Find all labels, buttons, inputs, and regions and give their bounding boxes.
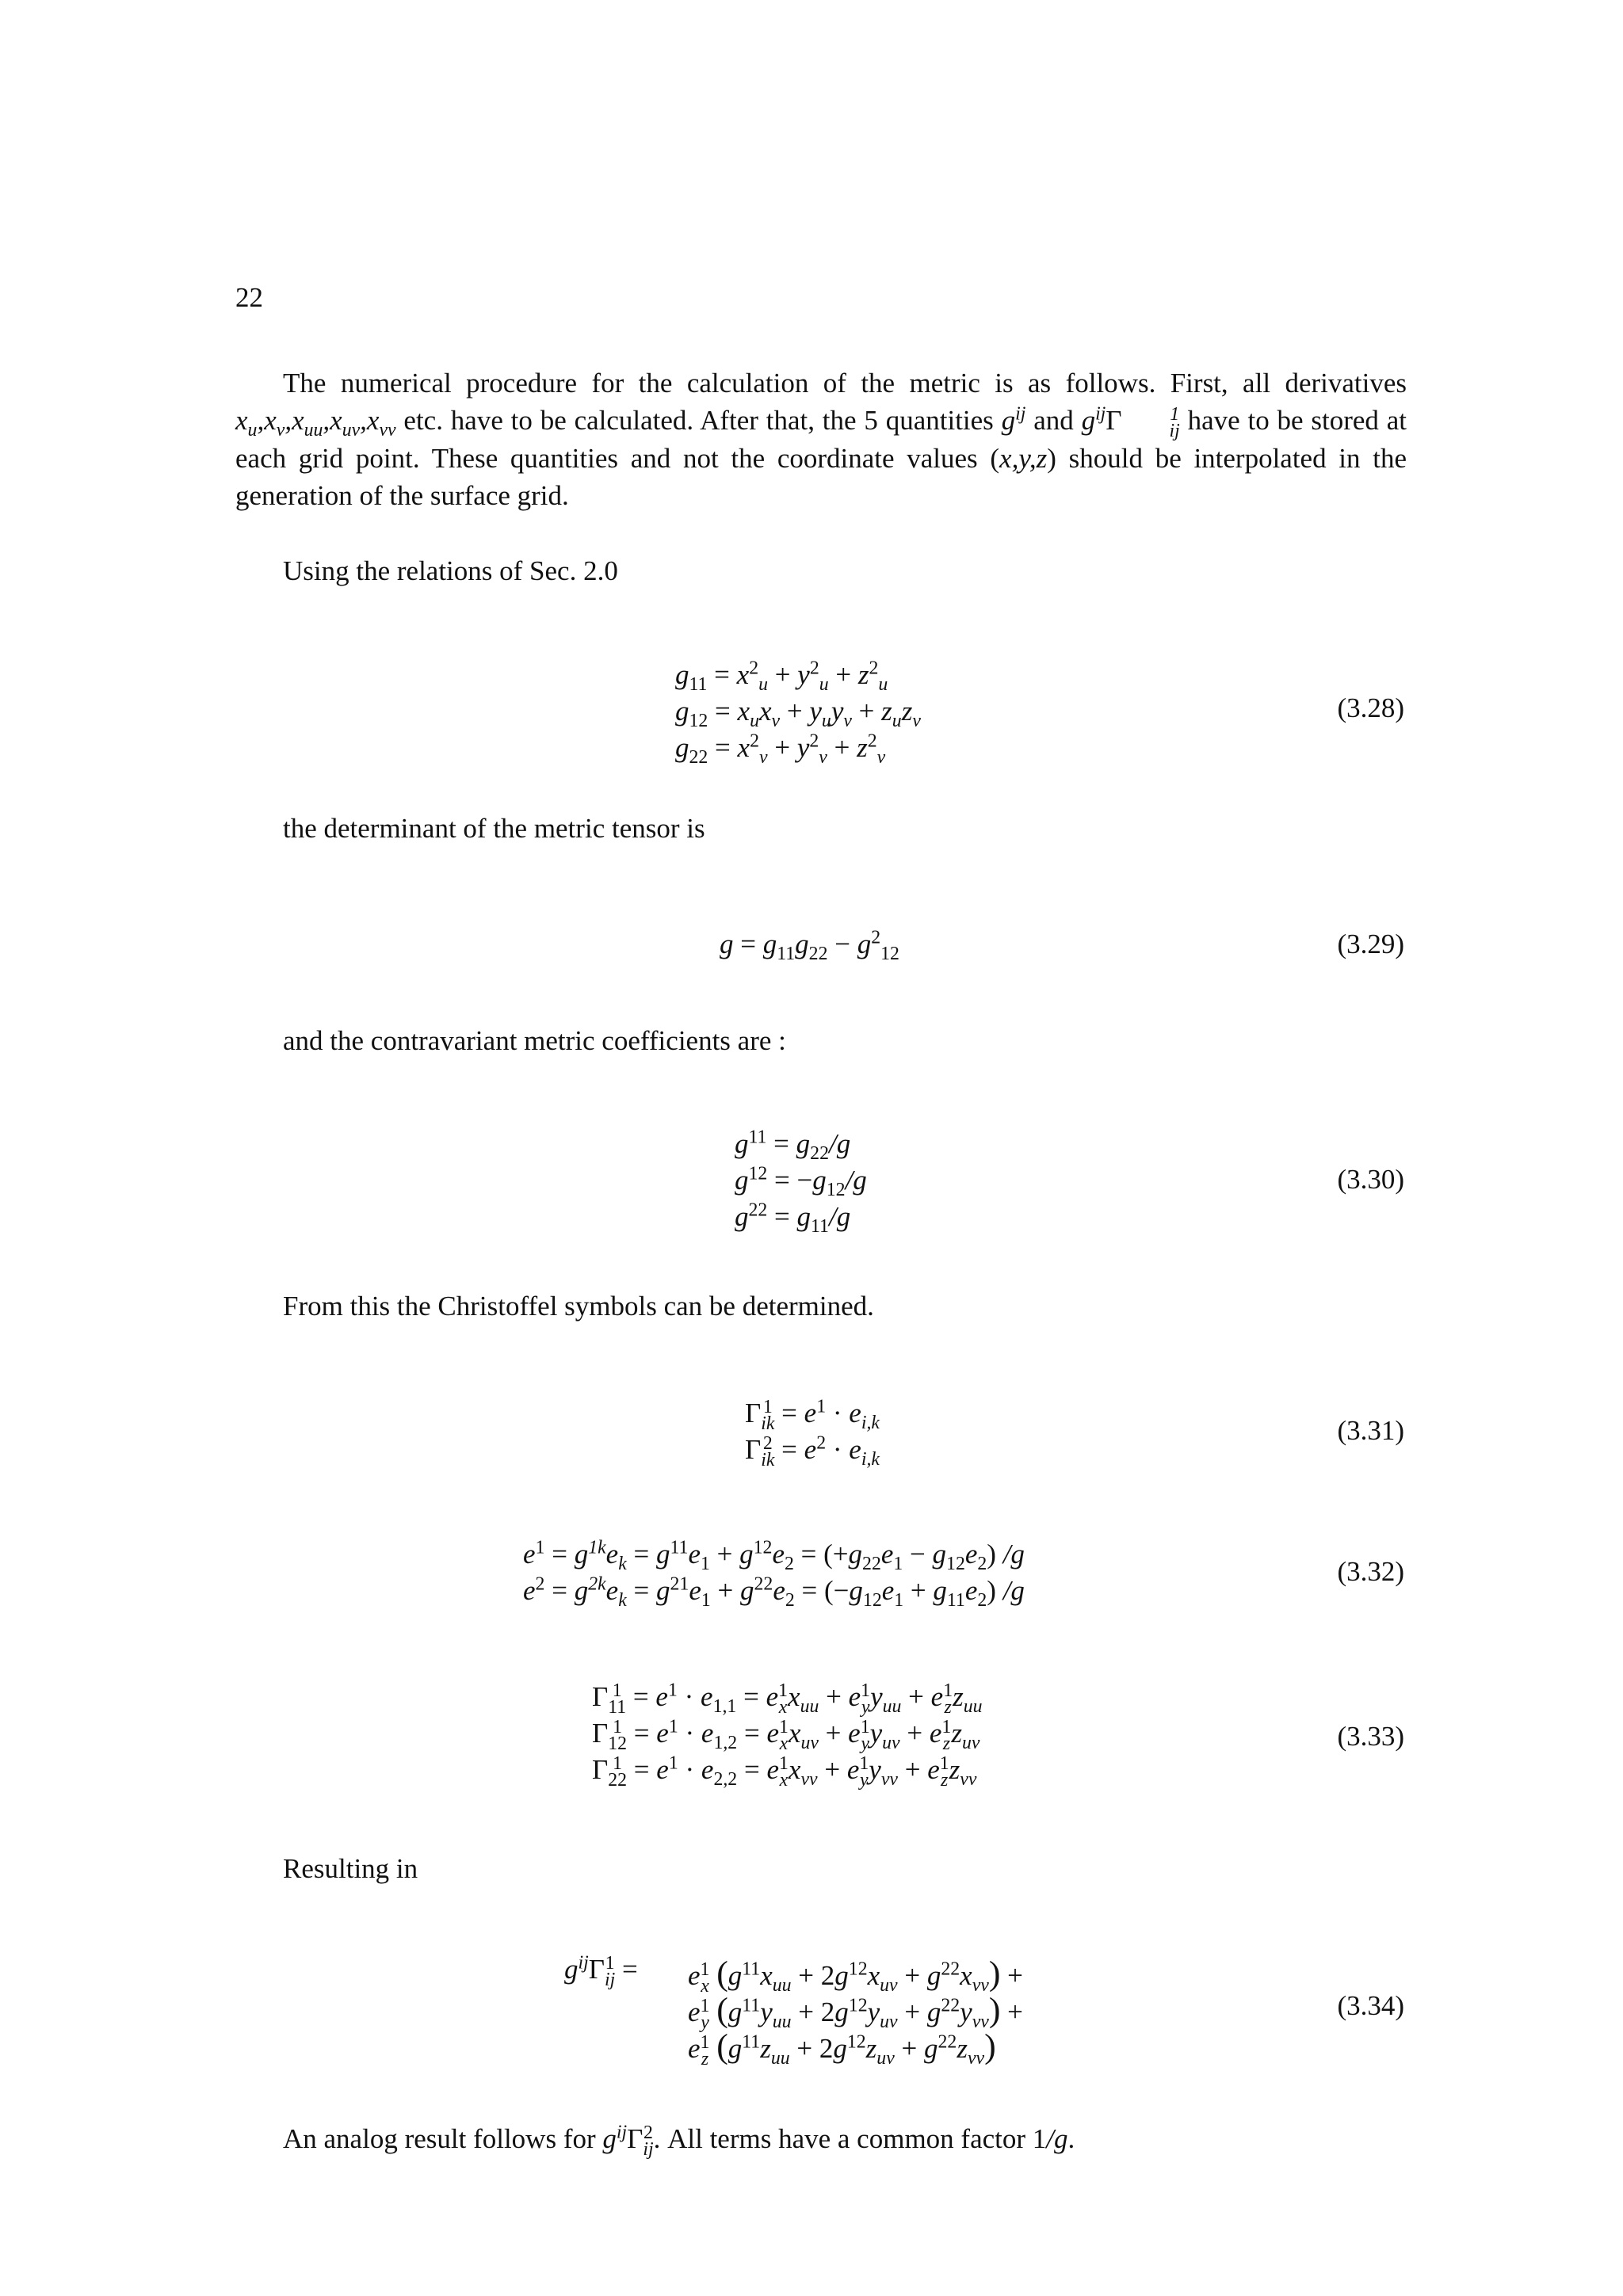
intro-text-5: should be interpolated in the generation of the surface grid. bbox=[235, 443, 1407, 512]
equation-3-32: $e^1 = g^{1k}e_k = g^{11}e_1 + g^{12}e_2 = (+g_{22}e_1 - g_{12}e_2)$ /g $e^2 = g^{2k}e_k = g^{21}e_1 + g^{22}e_2 = (-g_{12}e_1 + g_{11}e_2)$ /g bbox=[523, 1537, 1025, 1611]
equation-3-28: $g_{11} = x^2_u + y^2_u + z^2_u$ $g_{12} = x_ux_v + y_uy_v + z_uz_v$ $g_{22} = x^2_v + y^2_v + z^2_v$ bbox=[675, 658, 921, 768]
intro-text-2: etc. have to be calculated. After that, the 5 quantities bbox=[403, 405, 994, 436]
equation-number-3-33: (3.33) bbox=[1337, 1721, 1404, 1752]
equation-number-3-34: (3.34) bbox=[1337, 1990, 1404, 2021]
equation-3-29: $g = g_{11}g_{22} - g^2_{12}$ bbox=[720, 927, 899, 964]
text-resulting: Resulting in bbox=[283, 1853, 418, 1884]
metric-christoffel-product-2: $g^{ij}\Gamma$ 2 ij bbox=[602, 2122, 654, 2160]
common-factor: 1/g. bbox=[1032, 2123, 1075, 2154]
equation-3-34-lhs: $g^{ij}\Gamma$ 1 ij = bbox=[564, 1952, 638, 1990]
page-number: 22 bbox=[235, 282, 263, 313]
equation-3-30: $g^{11} = g_{22}/g$ $g^{12} = -g_{12}/g$ $g^{22} = g_{11}/g$ bbox=[735, 1127, 867, 1237]
intro-text-3: and bbox=[1033, 405, 1074, 436]
text-determinant: the determinant of the metric tensor is bbox=[283, 813, 705, 844]
equation-3-33: Γ 1 11 = $e^1 \cdot e_{1,1} = e$ 1 x $x_{uu} + e$ 1 y $y_{uu} + e$ 1 z $z_{uu}$ Γ 1 12 = $e^1 \cdot e_{1,2} = e$ 1 x $x_{uv} + e$ 1 y $y_{uv} + e$ 1 z $z_{uv}$ Γ 1 22 = $e^1 \cdot e_{2,2} = e$ 1 x $x_{vv} + e$ 1 y $y_{vv} + e$ 1 z $z_{vv}$ bbox=[592, 1680, 983, 1791]
equation-number-3-31: (3.31) bbox=[1337, 1415, 1404, 1446]
equation-number-3-32: (3.32) bbox=[1337, 1556, 1404, 1587]
equation-number-3-30: (3.30) bbox=[1337, 1164, 1404, 1195]
equation-number-3-28: (3.28) bbox=[1337, 692, 1404, 723]
final-sentence bbox=[283, 2120, 1075, 2158]
intro-text-4: have to be stored at each grid point. These quantities and not the coordinate values bbox=[235, 405, 1407, 475]
text-using: Using the relations of Sec. 2.0 bbox=[283, 555, 618, 586]
metric-upper-symbol: $g^{ij}$ bbox=[1001, 403, 1026, 436]
text-christoffel: From this the Christoffel symbols can be determined. bbox=[283, 1291, 874, 1322]
coordinate-triple: (x,y,z) bbox=[990, 443, 1056, 475]
equation-number-3-29: (3.29) bbox=[1337, 929, 1404, 959]
intro-text-1: The numerical procedure for the calculation of the metric is as follows. First, all derivatives bbox=[283, 368, 1407, 399]
equation-3-31: Γ 1 ik = $e^1 \cdot e_{i,k}$ Γ 2 ik = $e^2 \cdot e_{i,k}$ bbox=[745, 1396, 880, 1470]
final-text-2: . All terms have a common factor bbox=[653, 2123, 1026, 2154]
final-text-1: An analog result follows for bbox=[283, 2123, 596, 2154]
intro-paragraph bbox=[235, 364, 1407, 514]
metric-christoffel-product: $g^{ij}\Gamma$ 1 ij bbox=[1081, 403, 1180, 441]
text-contravariant: and the contravariant metric coefficients are : bbox=[283, 1025, 786, 1056]
equation-3-34: e 1 x $(g^{11}x_{uu} + 2g^{12}x_{uv} + g^{22}x_{vv})$ + e 1 y $(g^{11}y_{uu} + 2g^{12}y_{uv} + g^{22}y_{vv})$ + e 1 z $(g^{11}z_{uu} + 2g^{12}z_{uv} + g^{22}z_{vv})$ bbox=[688, 1955, 1023, 2069]
derivative-list: $x_u,x_v,x_{uu},x_{uv},x_{vv}$ bbox=[235, 405, 396, 441]
